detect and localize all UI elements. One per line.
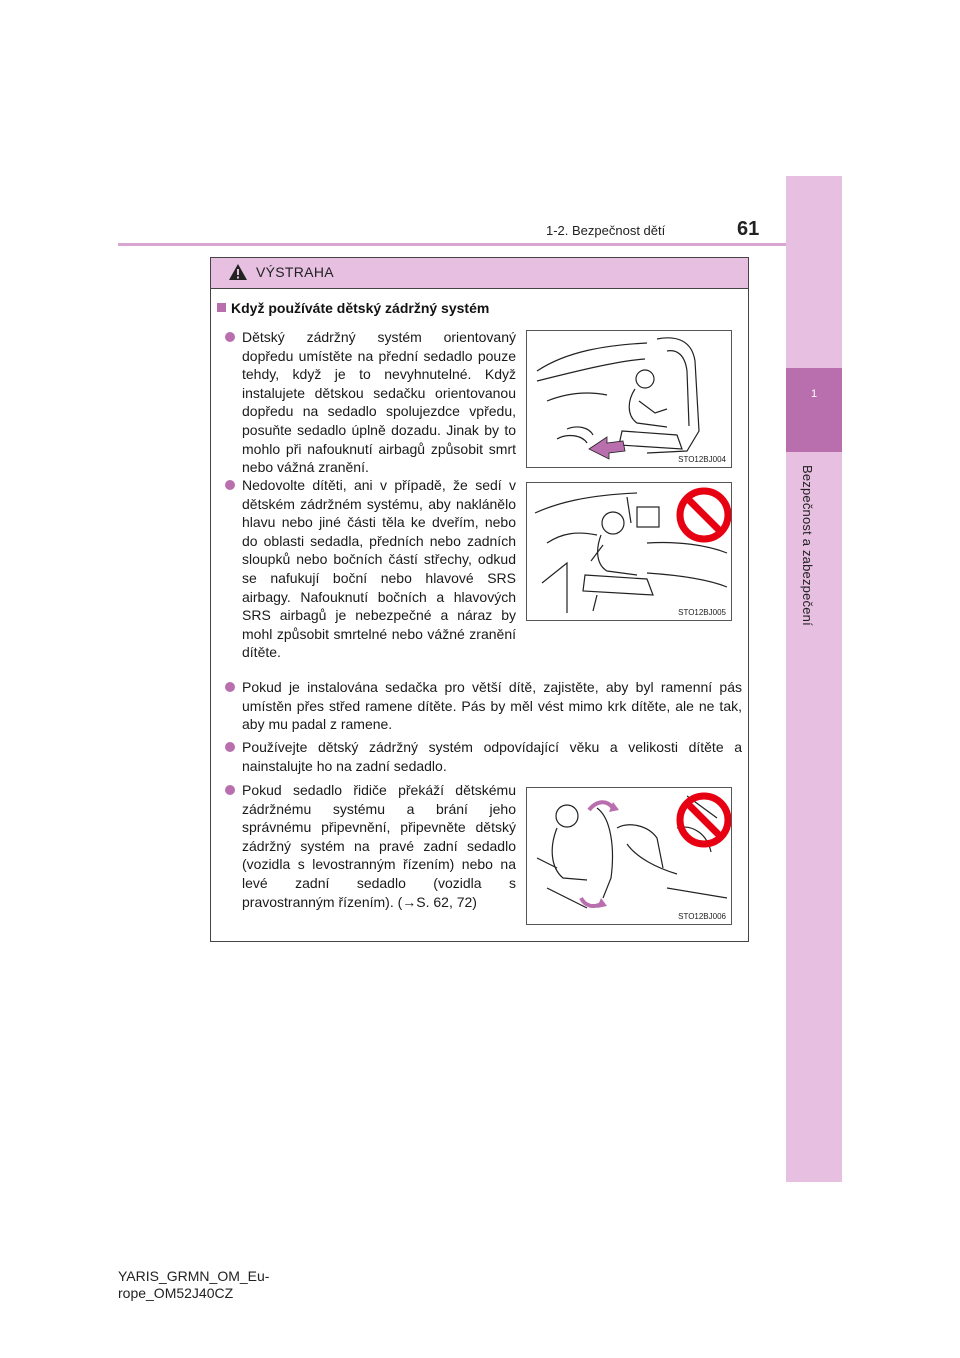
warning-item-1 xyxy=(242,328,516,477)
warning-item-text: Pokud je instalována sedačka pro větší dítě, zajistěte, aby byl ramenní pás umístěn přes střed ramene dítěte. Pás by měl vést mimo krk dítěte, ale ne tak, aby mu padal z ramene. xyxy=(242,679,742,733)
figure-driver-seat-obstruction xyxy=(526,787,732,925)
warning-triangle-icon xyxy=(228,263,248,281)
subheading-text: Když používáte dětský zádržný systém xyxy=(231,300,490,316)
bullet-icon xyxy=(225,332,235,342)
bullet-icon xyxy=(225,682,235,692)
figure-code: STO12BJ006 xyxy=(678,912,726,921)
figure-code: STO12BJ005 xyxy=(678,608,726,617)
bullet-icon xyxy=(225,785,235,795)
bullet-icon xyxy=(225,480,235,490)
square-bullet-icon xyxy=(217,303,226,312)
warning-item-text: Nedovolte dítěti, ani v případě, že sedí v dětském zádržném systému, aby naklánělo hlavu nebo jiné části těla ke dveřím, nebo do oblasti sedadla, předních nebo zadních sloupků nebo bočních částí střechy, odkud se nafukují boční nebo hlavové SRS airbagy. Nafouknutí bočních a hlavových SRS airbagů je nebezpečné a náraz by mohl způsobit smrtelné nebo vážné zranění dítěte. xyxy=(242,477,516,661)
warning-item-text: Pokud sedadlo řidiče překáží dětskému zádržnému systému a brání jeho správnému připevnění, připevněte dětský zádržný systém na pravé zadní sedadlo (vozidla s levostranným řízením) nebo na levé zadní sedadlo (vozidla s pravostranným řízením). (→S. 62, 72) xyxy=(242,782,516,910)
warning-item-text: Používejte dětský zádržný systém odpovídající věku a velikosti dítěte a nainstalujte ho na zadní sedadlo. xyxy=(242,739,742,774)
warning-box xyxy=(210,257,749,942)
header-rule xyxy=(118,243,786,246)
chapter-number: 1 xyxy=(810,388,818,400)
driver-seat-child-seat-illustration xyxy=(527,788,731,924)
footer-line-1: YARIS_GRMN_OM_Eu- xyxy=(118,1268,270,1284)
figure-front-seat-child-seat xyxy=(526,330,732,468)
front-seat-child-seat-illustration xyxy=(527,331,731,467)
warning-item-3 xyxy=(242,678,742,734)
figure-rear-seat-lean-prohibited xyxy=(526,482,732,621)
warning-header xyxy=(211,258,748,289)
bullet-icon xyxy=(225,742,235,752)
warning-subheading xyxy=(217,300,489,316)
warning-label: VÝSTRAHA xyxy=(256,264,334,280)
rear-seat-child-illustration xyxy=(527,483,731,620)
warning-item-5 xyxy=(242,781,516,911)
chapter-tab-marker xyxy=(786,368,842,452)
figure-code: STO12BJ004 xyxy=(678,455,726,464)
chapter-tab xyxy=(786,176,842,1182)
warning-item-4 xyxy=(242,738,742,775)
warning-item-2 xyxy=(242,476,516,662)
chapter-title: Bezpečnost a zabezpečení xyxy=(800,465,815,626)
footer-line-2: rope_OM52J40CZ xyxy=(118,1285,234,1301)
prohibition-icon xyxy=(680,491,728,539)
document-footer xyxy=(118,1268,269,1302)
page-number: 61 xyxy=(737,218,760,240)
warning-item-text: Dětský zádržný systém orientovaný dopředu umístěte na přední sedadlo pouze tehdy, když je to nevyhnutelné. Když instalujete dětskou sedačku orientovanou dopředu na sedadlo spolujezdce vpředu, posuňte sedadlo úplně dozadu. Jinak by to mohlo při nafouknutí airbagů způsobit smrt nebo vážná zranění. xyxy=(242,329,516,476)
section-title: 1-2. Bezpečnost dětí xyxy=(546,223,666,238)
